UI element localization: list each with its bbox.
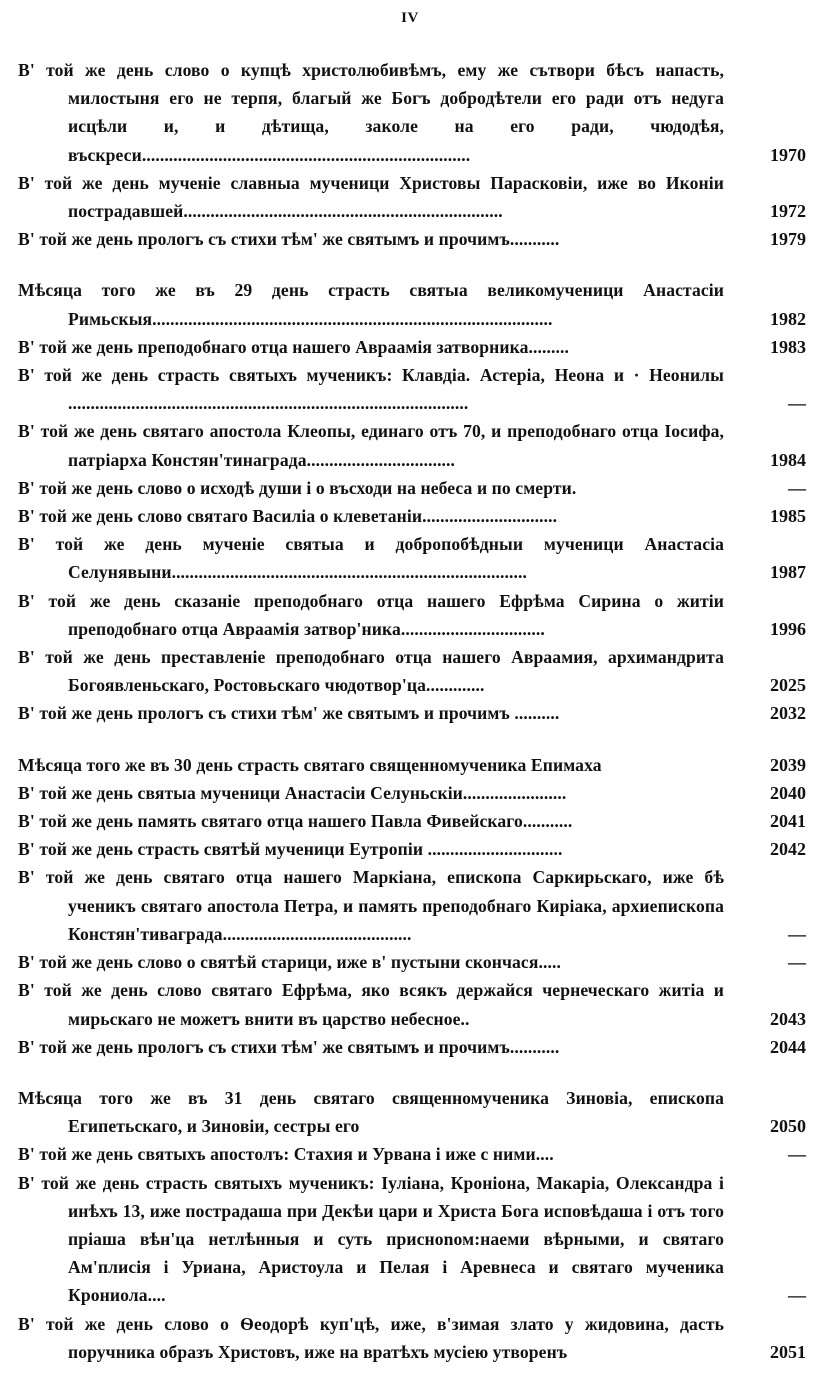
toc-entry xyxy=(18,361,808,417)
entry-page-number: 1972 xyxy=(770,201,806,222)
entry-page-number: — xyxy=(788,393,806,414)
toc-entry xyxy=(18,948,808,976)
entry-page-number: 2041 xyxy=(770,811,806,832)
toc-entry xyxy=(18,976,808,1032)
entry-page-number: 1985 xyxy=(770,506,806,527)
entry-page-number: 2051 xyxy=(770,1341,806,1362)
toc-entry xyxy=(18,225,808,253)
entry-title: В' той же день страсть святыхъ мученикъ: Іуліана, Кроніона, Макаріа, Олександра і инѣхъ 13, иже пострадаша при Декѣи цари и Христа Бога исповѣдаша і отъ того пріаша вѣн'ца нетлѣнныя и суть присноnом:наеми вѣрными, и святаго Ам'плисія і Уриана, Аристоула и Пелая і Аревнеса и святаго мученика Крониола.... xyxy=(18,1172,724,1306)
entry-page-number: 2040 xyxy=(770,782,806,803)
toc-entry xyxy=(18,835,808,863)
entry-page-number: 2042 xyxy=(770,839,806,860)
entry-title: В' той же день святаго апостола Клеопы, единаго отъ 70, и преподобнаго отца Іосифа, патріарха Констян'тинаграда................................. xyxy=(18,421,724,470)
entry-title: В' той же день преподобнаго отца нашего Авраамія затворника......... xyxy=(18,336,569,357)
toc-entry xyxy=(18,807,808,835)
toc-section-29 xyxy=(18,276,808,727)
entry-title: В' той же день сказаніе преподобнаго отца нашего Ефрѣма Сирина о житіи преподобнаго отца Авраамія затвор'ника................................ xyxy=(18,590,724,639)
entry-title: В' той же день слово святаго Ефрѣма, яко всякъ держайся чернеческаго житіа и мирьскаго не можетъ внити въ царство небесное.. xyxy=(18,980,724,1029)
entry-title: В' той же день мученіе святыа и добропобѣдныи мученици Анастасіа Селунявыни............................................................................... xyxy=(18,534,724,583)
entry-title: В' той же день святыа мученици Анастасіи Селуньскіи....................... xyxy=(18,782,567,803)
entry-title: В' той же день мученіе славныа мученици Христовы Парасковіи, иже во Иконіи пострадавшей....................................................................... xyxy=(18,172,724,222)
entry-title: В' той же день прологъ съ стихи тѣм' же святымъ и прочимъ........... xyxy=(18,1036,560,1057)
toc-entry xyxy=(18,587,808,643)
entry-title: В' той же день святаго отца нашего Маркіана, епископа Саркирьскаго, иже бѣ ученикъ святаго апостола Петра, и память преподобнаго Киріака, архиепископа Констян'тиваграда.......................................... xyxy=(18,867,724,944)
page-number-header: IV xyxy=(401,10,419,26)
entry-title: В' той же день прологъ съ стихи тѣм' же святымъ и прочимъ........... xyxy=(18,229,560,250)
toc-entry xyxy=(18,530,808,586)
entry-title: В' той же день страсть святыхъ мученикъ: Клавдіа. Астеріа, Неона и · Неонилы ......................................................................................... xyxy=(18,365,724,414)
entry-title: В' той же день святыхъ апостолъ: Стахия и Урвана і иже с ними.... xyxy=(18,1144,554,1165)
toc-section-30 xyxy=(18,751,808,1061)
toc-entry xyxy=(18,699,808,727)
entry-page-number: 1982 xyxy=(770,308,806,329)
entry-page-number: 1987 xyxy=(770,562,806,583)
entry-page-number: — xyxy=(788,1285,806,1306)
toc-entry xyxy=(18,1169,808,1310)
toc-entry-section-heading xyxy=(18,276,808,332)
entry-title: Мѣсяца того же въ 31 день святаго священномученика Зиновіа, епископа Египетьскаго, и Зиновіи, сестры его xyxy=(18,1087,724,1137)
toc-entry xyxy=(18,1140,808,1168)
toc-entry xyxy=(18,169,808,225)
entry-page-number: — xyxy=(788,477,806,498)
entry-page-number: 1983 xyxy=(770,336,806,357)
entry-page-number: 1970 xyxy=(770,144,806,165)
entry-page-number: — xyxy=(788,923,806,944)
toc-entry xyxy=(18,333,808,361)
entry-title: В' той же день слово о исходѣ души і о въсходи на небеса и по смерти. xyxy=(18,477,577,498)
toc-entry-section-heading xyxy=(18,751,808,779)
entry-page-number: 2050 xyxy=(770,1116,806,1137)
entry-page-number: 2044 xyxy=(770,1036,806,1057)
toc-entry xyxy=(18,643,808,699)
entry-page-number: — xyxy=(788,952,806,973)
entry-title: В' той же день преставленіе преподобнаго отца нашего Авраамия, архимандрита Богоявленьскаго, Ростовьскаго чюдотвор'ца............. xyxy=(18,647,724,696)
entry-page-number: — xyxy=(788,1144,806,1165)
entry-title: Мѣсяца того же въ 30 день страсть святаго священномученика Епимаха xyxy=(18,754,602,775)
table-of-contents xyxy=(18,56,808,1389)
toc-entry xyxy=(18,779,808,807)
entry-page-number: 2039 xyxy=(770,754,806,775)
toc-entry-section-heading xyxy=(18,1084,808,1140)
toc-section-31 xyxy=(18,1084,808,1366)
entry-title: Мѣсяца того же въ 29 день страсть святыа великомученици Анастасіи Римьскыя......................................................................................... xyxy=(18,280,724,329)
entry-title: В' той же день память святаго отца нашего Павла Фивейскаго........... xyxy=(18,811,573,832)
toc-entry xyxy=(18,474,808,502)
entry-page-number: 2025 xyxy=(770,675,806,696)
entry-page-number: 1979 xyxy=(770,229,806,250)
entry-title: В' той же день слово святаго Василіа о клеветаніи.............................. xyxy=(18,506,558,527)
toc-entry xyxy=(18,417,808,473)
entry-title: В' той же день слово о купцѣ христолюбивѣмъ, ему же сътвори бѣсъ напасть, милостыня его не терпя, благый же Богъ добродѣтели его ради отъ недуга исцѣли и, и дѣтища, заколе на его ради, чюдодѣя, въскреси......................................................................... xyxy=(18,60,724,165)
toc-entry xyxy=(18,56,808,169)
entry-page-number: 2032 xyxy=(770,703,806,724)
toc-entry xyxy=(18,863,808,948)
entry-title: В' той же день прологъ съ стихи тѣм' же святымъ и прочимъ .......... xyxy=(18,703,560,724)
entry-title: В' той же день страсть святѣй мученици Еутропіи .............................. xyxy=(18,839,563,860)
entry-page-number: 1984 xyxy=(770,449,806,470)
toc-entry xyxy=(18,1310,808,1366)
toc-entry xyxy=(18,502,808,530)
entry-page-number: 1996 xyxy=(770,618,806,639)
toc-section-28 xyxy=(18,56,808,253)
entry-page-number: 2043 xyxy=(770,1008,806,1029)
toc-entry xyxy=(18,1033,808,1061)
entry-title: В' той же день слово о Ѳеодорѣ куп'цѣ, иже, в'зимая злато у жидовина, дасть поручника образъ Христовъ, иже на вратѣхъ мусіею утворенъ xyxy=(18,1313,724,1362)
entry-title: В' той же день слово о святѣй старици, иже в' пустыни скончася..... xyxy=(18,952,561,973)
